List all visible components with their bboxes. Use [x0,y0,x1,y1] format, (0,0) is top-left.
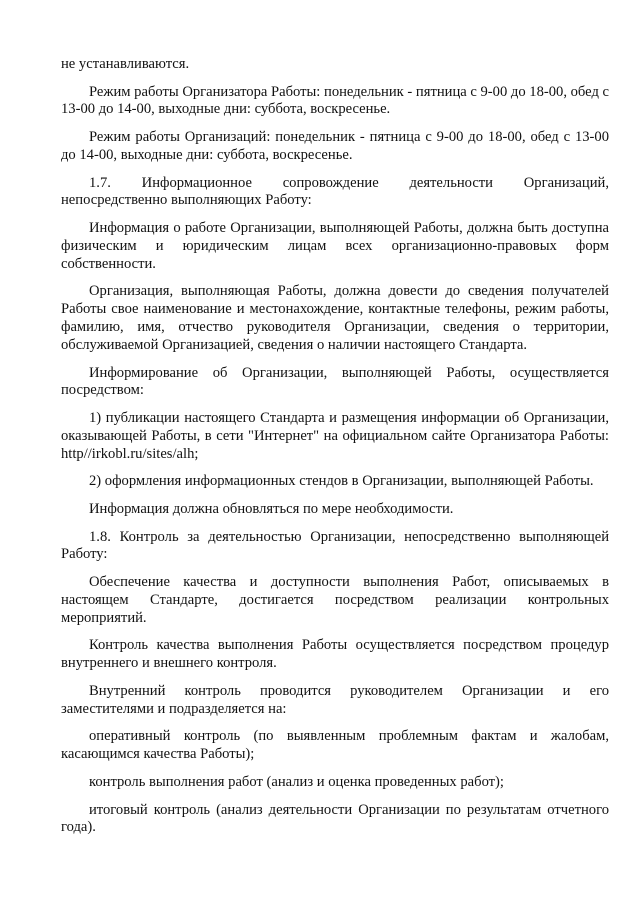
paragraph-quality-control: Контроль качества выполнения Работы осуществляется посредством процедур внутреннего и внешнего контроля. [61,637,609,672]
list-item-work-control: контроль выполнения работ (анализ и оценка проведенных работ); [89,773,504,790]
paragraph-information-update: Информация должна обновляться по мере необходимости. [89,500,454,517]
paragraph-quality-assurance: Обеспечение качества и доступности выполнения Работ, описываемых в настоящем Стандарте, достигается посредством реализации контрольных мероприятий. [61,574,609,626]
paragraph-continuation: не устанавливаются. [61,56,190,72]
list-item-1-publication: 1) публикации настоящего Стандарта и размещения информации об Организации, оказывающей Работы, в сети "Интернет" на официальном сайте Организатора Работы: http//irkobl.ru/sites/alh; [61,409,609,462]
paragraph-organizer-schedule: Режим работы Организатора Работы: понедельник - пятница с 9-00 до 18-00, обед с 13-00 до 14-00, выходные дни: суббота, воскресенье. [61,83,609,118]
paragraph-organizations-schedule: Режим работы Организаций: понедельник - пятница с 9-00 до 18-00, обед с 13-00 до 14-00, выходные дни: суббота, воскресенье. [61,129,609,163]
paragraph-informing-means: Информирование об Организации, выполняющей Работы, осуществляется посредством: [61,364,609,399]
list-item-operational-control: оперативный контроль (по выявленным проблемным фактам и жалобам, касающимся качества Работы); [61,728,609,763]
paragraph-internal-control: Внутренний контроль проводится руководителем Организации и его заместителями и подразделяется на: [61,682,609,717]
section-heading-1-7: 1.7. Информационное сопровождение деятельности Организаций, непосредственно выполняющих Работу: [61,174,609,209]
document-page [61,56,609,847]
paragraph-organization-disclosure: Организация, выполняющая Работы, должна довести до сведения получателей Работы свое наименование и местонахождение, контактные телефоны, режим работы, фамилию, имя, отчество руководителя Организации, сведения о территории, обслуживаемой Организацией, сведения о наличии настоящего Стандарта. [61,283,609,353]
section-heading-1-8: 1.8. Контроль за деятельностью Организации, непосредственно выполняющей Работу: [61,528,609,563]
list-item-2-stands: 2) оформления информационных стендов в Организации, выполняющей Работы. [89,473,594,490]
paragraph-information-availability: Информация о работе Организации, выполняющей Работы, должна быть доступна физическим и юридическим лицам всех организационно-правовых форм собственности. [61,220,609,272]
list-item-final-control: итоговый контроль (анализ деятельности Организации по результатам отчетного года). [61,801,609,836]
